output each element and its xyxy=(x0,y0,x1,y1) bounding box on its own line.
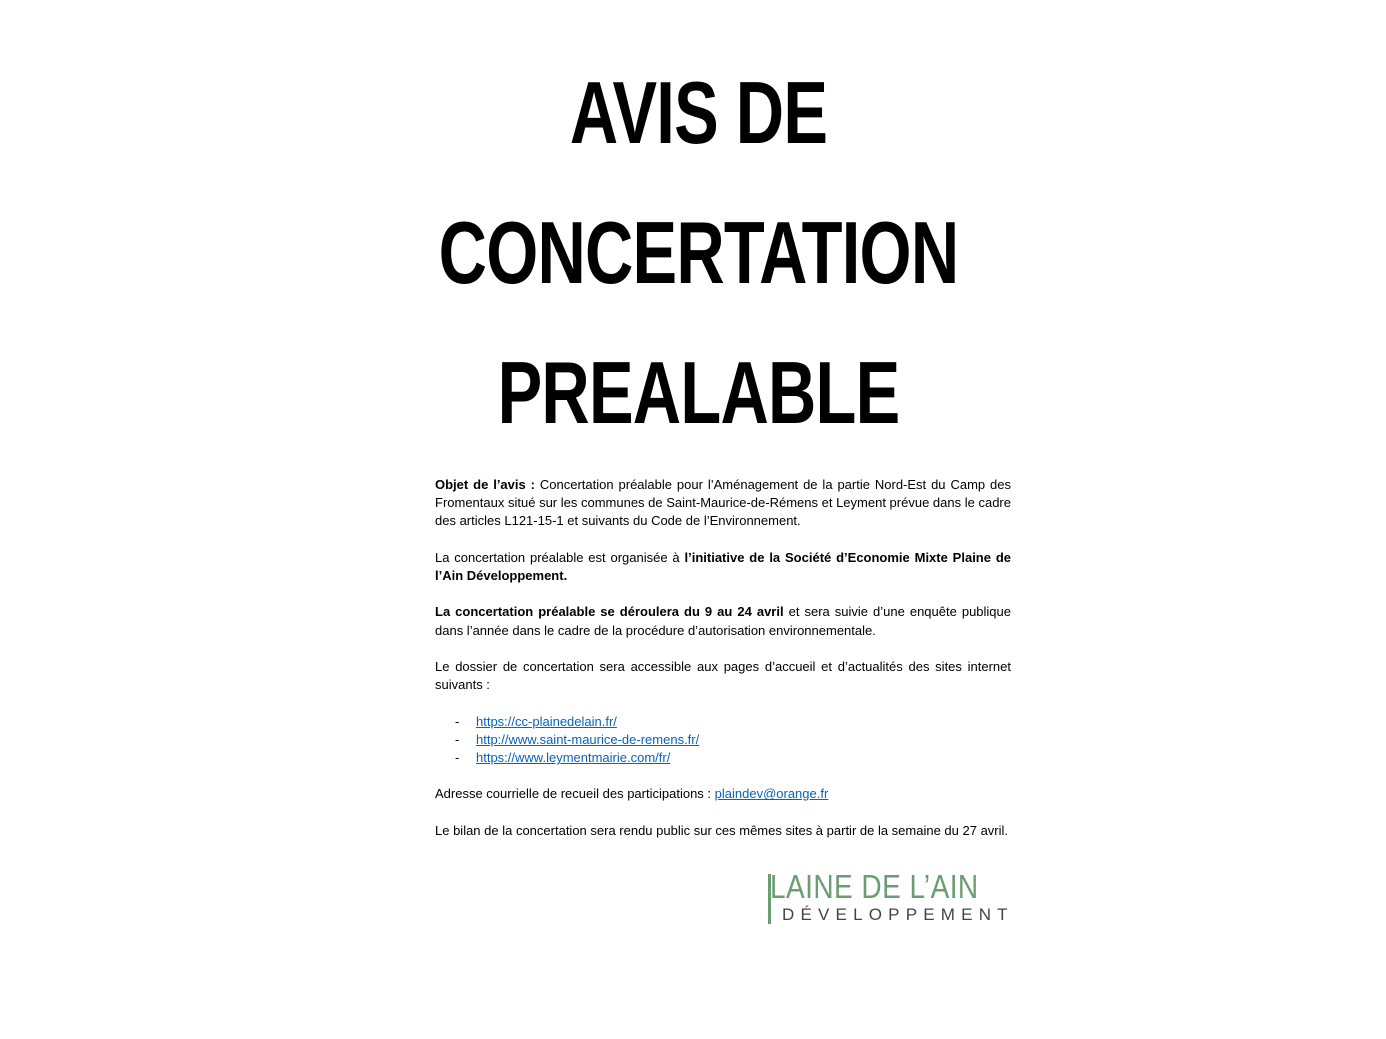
notice-title xyxy=(0,58,1386,478)
notice-body xyxy=(435,476,1011,858)
dates-paragraph xyxy=(435,603,1011,639)
dates-bold: La concertation préalable se déroulera du 9 au 24 avril xyxy=(435,604,784,620)
subject-paragraph xyxy=(435,476,1011,531)
initiative-bold: l’initiative de la Société d’Economie Mixte Plaine de l’Ain Développement. xyxy=(435,549,1011,583)
title-line-3: PREALABLE xyxy=(497,343,900,442)
plaine-de-lain-logo xyxy=(766,868,1014,928)
dates-text: et sera suivie d’une enquête publique dans l’année dans le cadre de la procédure d’autorisation environnementale. xyxy=(435,604,1012,638)
title-line-2: CONCERTATION xyxy=(438,203,959,302)
website-list xyxy=(435,713,1011,768)
websites-text: Le dossier de concertation sera accessible aux pages d’accueil et d’actualités des sites internet suivants : xyxy=(435,658,1011,693)
website-link-cc-plainedelain[interactable]: https://cc-plainedelain.fr/ xyxy=(476,713,617,729)
initiative-paragraph xyxy=(435,549,1011,585)
dash: - xyxy=(455,731,460,747)
subject-label: Objet de l’avis : xyxy=(435,477,535,492)
subject-text: Concertation préalable pour l’Aménagement de la partie Nord-Est du Camp des Fromentaux situé sur les communes de Saint-Maurice-de-Rémens et Leyment prévue dans le cadre des articles L121-15-1 et suivants du Code de l’Environnement. xyxy=(435,477,1011,529)
email-link[interactable]: plaindev@orange.fr xyxy=(714,786,829,802)
website-link-saint-maurice[interactable]: http://www.saint-maurice-de-remens.fr/ xyxy=(476,731,700,747)
summary-paragraph: Le bilan de la concertation sera rendu public sur ces mêmes sites à partir de la semaine du 27 avril. xyxy=(435,822,1009,838)
list-item xyxy=(435,749,1011,767)
websites-paragraph xyxy=(435,658,1011,694)
logo-line-2: DÉVELOPPEMENT xyxy=(782,905,1014,924)
dash: - xyxy=(455,713,460,729)
title-line-1: AVIS DE xyxy=(569,63,828,162)
email-label: Adresse courrielle de recueil des participations : xyxy=(435,786,715,802)
logo-line-1: LAINE DE L’AIN xyxy=(770,868,979,905)
email-paragraph xyxy=(435,785,1011,803)
initiative-text: La concertation préalable est organisée à xyxy=(435,549,685,565)
list-item xyxy=(435,713,1011,731)
dash: - xyxy=(455,749,460,765)
website-link-leyment[interactable]: https://www.leymentmairie.com/fr/ xyxy=(476,749,671,765)
list-item xyxy=(435,731,1011,749)
